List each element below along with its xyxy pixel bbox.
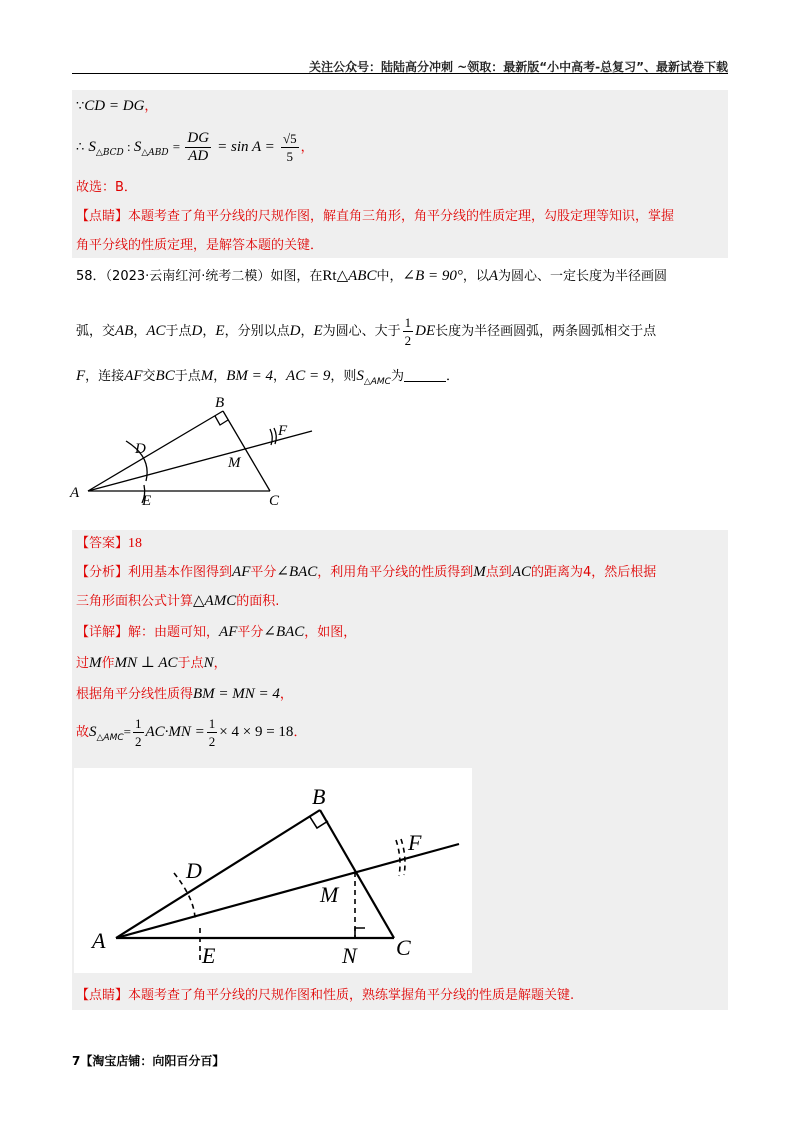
final-comment-label: 【点睛】 [76,988,129,1003]
prev-comment-line-2: 角平分线的性质定理，是解答本题的关键． [76,238,324,253]
previous-solution-block [72,90,728,258]
ray-af [88,431,312,491]
page-header: 关注公众号：陆陆高分冲刺 ~领取：最新版“小中高考-总复习”、最新试卷下载 [309,60,728,74]
prev-line-2: ∴ $S_{\triangle BCD}$ : $S_{\triangle ABD}$ = $\frac{DG}{AD}$ = sin A = $\frac{√5}{5}$ ， [76,130,314,164]
problem-number: 58． [76,269,106,284]
page-footer [72,1052,224,1069]
fraction-sqrt5-5: $\frac{√5}{5}$ [282,131,297,164]
label-d: D [135,441,146,457]
answer-line [76,534,142,554]
therefore-symbol: ∴ [76,140,85,155]
label-d: D [186,858,202,883]
detail-line-2: 过M作MN ⊥ AC于点N， [76,655,227,671]
figure-1-triangle [60,385,330,510]
detail-line-4: 故$S_{\triangle AMC}=$ $\frac{1}{2}$ AC·MN = $\frac{1}{2}$ × 4 × 9 = 18． [76,716,307,749]
because-symbol: ∵ [76,99,85,114]
answer-value: 18 [128,536,143,551]
prev-comment-line-1: 【点睛】本题考查了角平分线的尺规作图，解直角三角形，角平分线的性质定理，勾股定理等知识，掌握 [76,209,675,224]
label-n: N [342,943,357,968]
answer-blank [404,367,446,382]
page-number: 7 [72,1054,81,1068]
label-e: E [202,943,216,968]
label-f: F [408,830,422,855]
analysis-line-1: 【分析】利用基本作图得到AF平分∠BAC，利用角平分线的性质得到M点到AC的距离为4，然后根据 [76,564,657,580]
detail-line-3: 根据角平分线性质得BM = MN = 4， [76,686,293,702]
answer-label: 【答案】 [76,536,129,551]
label-c: C [396,935,411,960]
segment-ab [88,411,223,491]
problem-source: （2023·云南红河·统考二模） [105,269,271,284]
fraction-half-1: $\frac{1}{2}$ [135,716,142,749]
figure-2-triangle [74,768,472,973]
choice-line: 故选：B． [76,180,137,195]
segment-bc [223,411,270,491]
fraction-half-2: $\frac{1}{2}$ [208,716,216,749]
final-comment-line: 【点睛】本题考查了角平分线的尺规作图和性质，熟练掌握角平分线的性质是解题关键. [76,988,575,1003]
label-m: M [228,455,241,471]
label-c: C [269,493,280,509]
analysis-line-2: 三角形面积公式计算△AMC的面积. [76,593,280,609]
label-m: M [320,882,339,907]
header-divider [72,73,728,74]
detail-label: 【详解】 [76,625,129,640]
label-a: A [70,485,80,501]
problem-line-2: 弧，交AB，AC于点D，E，分别以点D，E为圆心、大于 $\frac{1}{2}$ DE长度为半径画圆弧，两条圆弧相交于点 [76,315,657,348]
problem-line-3: F，连接AF交BC于点M，BM = 4，AC = 9，则$S_{\triangle AMC}$为 ． [76,368,460,387]
comment-label: 【点睛】 [76,209,129,224]
fraction-one-half: $\frac{1}{2}$ [404,315,412,348]
detail-line-1: 【详解】解：由题可知，AF平分∠BAC，如图， [76,624,357,640]
label-b: B [312,784,326,809]
label-e: E [142,493,152,509]
label-f: F [278,423,288,439]
cd-eq-dg: CD = DG [84,98,145,114]
prev-line-1: ∵CD = DG， [76,98,158,114]
fraction-dg-ad: $\frac{DG}{AD}$ [187,130,210,164]
label-b: B [215,395,225,411]
label-a: A [92,928,106,953]
footer-shop-text: 【淘宝店铺：向阳百分百】 [80,1054,225,1068]
problem-line-1: 58．（2023·云南红河·统考二模）如图，在Rt△ABC中，∠B = 90°，以A为圆心、一定长度为半径画圆 [76,268,668,284]
analysis-label: 【分析】 [76,565,129,580]
